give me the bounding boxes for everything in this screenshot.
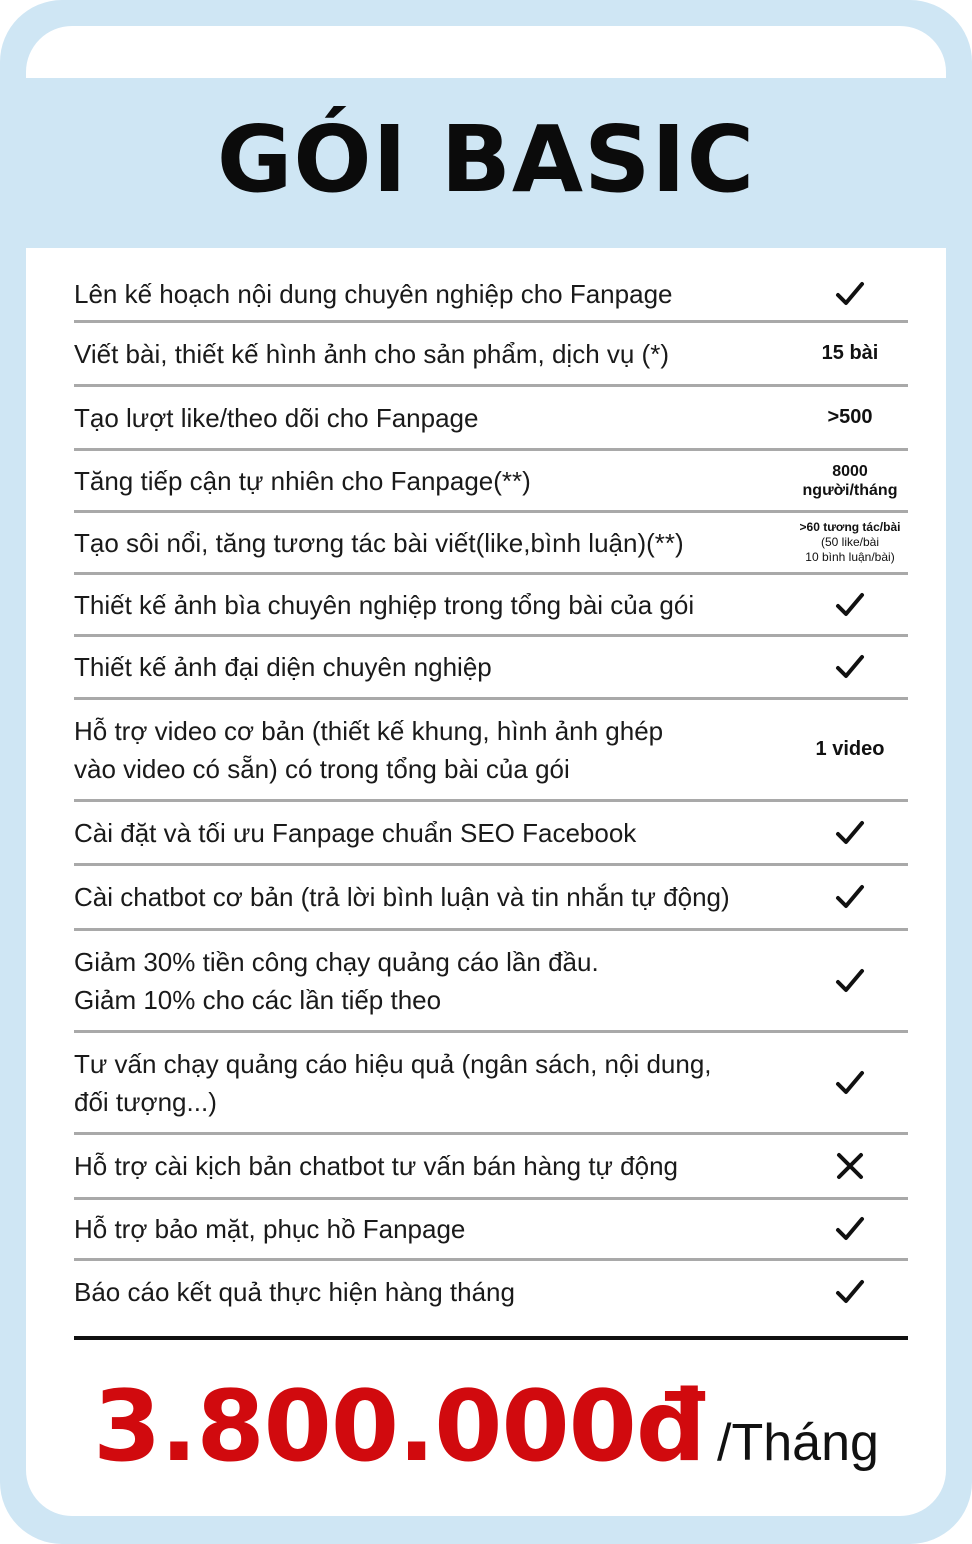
feature-row: [74, 637, 908, 700]
feature-row: [74, 387, 908, 451]
feature-value: [788, 866, 912, 928]
value-line: người/tháng: [802, 481, 898, 499]
feature-row: [74, 1261, 908, 1323]
feature-value: 1 video: [815, 738, 885, 760]
check-icon: [835, 1068, 865, 1098]
feature-row: [74, 575, 908, 637]
feature-row: [74, 1033, 908, 1135]
feature-value: [788, 451, 912, 510]
feature-label: Thiết kế ảnh bìa chuyên nghiệp trong tổng bài của gói: [74, 589, 695, 620]
feature-row: [74, 513, 908, 575]
label-line: Giảm 30% tiền công chạy quảng cáo lần đầu.: [74, 946, 599, 977]
check-icon: [835, 1214, 865, 1244]
feature-label: Tăng tiếp cận tự nhiên cho Fanpage(**): [74, 465, 531, 496]
feature-label: Cài chatbot cơ bản (trả lời bình luận và tin nhắn tự động): [74, 882, 730, 912]
package-title: GÓI BASIC: [216, 106, 756, 213]
feature-value: [788, 1033, 912, 1132]
label-line: Hỗ trợ video cơ bản (thiết kế khung, hình ảnh ghép: [74, 715, 664, 746]
feature-label: Tạo lượt like/theo dõi cho Fanpage: [74, 402, 479, 433]
feature-row: [74, 1135, 908, 1200]
feature-value: [788, 1135, 912, 1197]
label-line: đối tượng...): [74, 1086, 217, 1117]
cross-icon: [835, 1151, 865, 1181]
feature-label: Báo cáo kết quả thực hiện hàng tháng: [74, 1277, 515, 1307]
feature-value: [788, 1261, 912, 1323]
label-line: Tư vấn chạy quảng cáo hiệu quả (ngân sách, nội dung,: [74, 1048, 712, 1079]
check-icon: [835, 1277, 865, 1307]
feature-label: [74, 712, 804, 788]
feature-row: [74, 802, 908, 866]
feature-label: Hỗ trợ bảo mặt, phục hồ Fanpage: [74, 1214, 466, 1244]
check-icon: [835, 966, 865, 996]
check-icon: [835, 652, 865, 682]
feature-row: [74, 866, 908, 931]
price-period: /Tháng: [717, 1414, 879, 1472]
feature-value: 15 bài: [821, 342, 879, 364]
value-line: (50 like/bài: [820, 535, 879, 549]
price-amount: 3.800.000đ: [93, 1370, 706, 1484]
feature-row: [74, 1200, 908, 1261]
feature-row: [74, 931, 908, 1033]
top-strip: [26, 26, 946, 86]
check-icon: [835, 882, 865, 912]
feature-value: [788, 575, 912, 634]
value-line: 10 bình luận/bài): [805, 550, 895, 564]
feature-row: [74, 323, 908, 387]
label-line: vào video có sẵn) có trong tổng bài của gói: [74, 753, 570, 784]
price-block: [0, 1370, 972, 1484]
feature-value: [788, 802, 912, 863]
feature-value: [788, 931, 912, 1030]
feature-label: Thiết kế ảnh đại diện chuyên nghiệp: [74, 652, 492, 682]
feature-row: [74, 700, 908, 802]
value-line: >60 tương tác/bài: [799, 520, 901, 534]
feature-label: Cài đặt và tối ưu Fanpage chuẩn SEO Facebook: [74, 817, 637, 848]
feature-value: [788, 637, 912, 697]
feature-value: [788, 1200, 912, 1258]
feature-label: [74, 943, 804, 1019]
check-icon: [835, 590, 865, 620]
feature-label: Hỗ trợ cài kịch bản chatbot tư vấn bán hàng tự động: [74, 1151, 679, 1181]
feature-value: [788, 268, 912, 320]
feature-value: [788, 513, 912, 572]
feature-row: [74, 268, 908, 323]
feature-label: Lên kế hoạch nội dung chuyên nghiệp cho Fanpage: [74, 279, 673, 309]
feature-label: Viết bài, thiết kế hình ảnh cho sản phẩm, dịch vụ (*): [74, 338, 669, 369]
feature-label: Tạo sôi nổi, tăng tương tác bài viết(like,bình luận)(**): [74, 527, 684, 558]
value-line: 8000: [832, 462, 868, 480]
label-line: Giảm 10% cho các lần tiếp theo: [74, 984, 442, 1015]
feature-row: [74, 451, 908, 513]
check-icon: [835, 818, 865, 848]
check-icon: [835, 279, 865, 309]
feature-value: >500: [827, 406, 873, 428]
price-divider: [74, 1336, 908, 1340]
feature-label: [74, 1045, 804, 1121]
